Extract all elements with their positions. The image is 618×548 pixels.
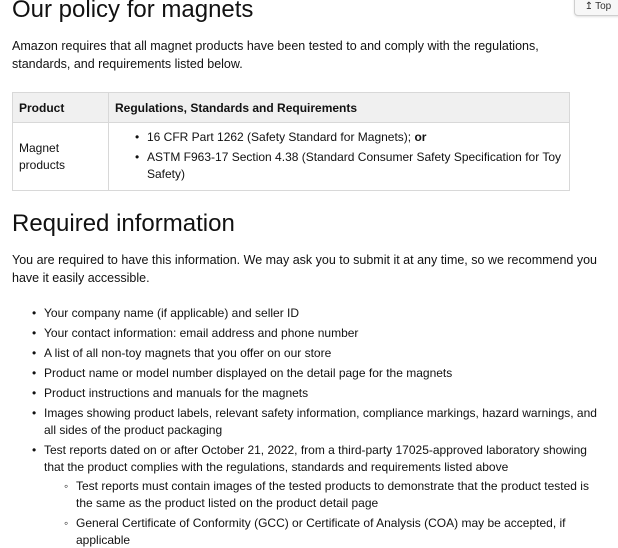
policy-heading: Our policy for magnets xyxy=(12,0,254,23)
header-product: Product xyxy=(13,93,109,123)
requirements-list xyxy=(115,129,563,183)
list-item: • Images showing product labels, relevant safety information, compliance markings, hazard warnings, and all sides of the product packaging xyxy=(44,405,604,439)
policy-intro: Amazon requires that all magnet products have been tested to and comply with the regulations, standards, and requirements listed below. xyxy=(12,39,539,71)
requirement-item: • ASTM F963-17 Section 4.38 (Standard Consumer Safety Specification for Toy Safety) xyxy=(147,149,563,183)
list-item: • Your contact information: email address and phone number xyxy=(44,325,604,342)
arrow-up-icon: ↥ xyxy=(584,1,594,12)
required-info-heading: Required information xyxy=(12,210,235,237)
requirement-item: • 16 CFR Part 1262 (Safety Standard for Magnets); or xyxy=(147,129,563,146)
sub-list-item: ◦ General Certificate of Conformity (GCC) or Certificate of Analysis (COA) may be accepted, if applicable xyxy=(76,515,604,548)
list-item: • Product name or model number displayed on the detail page for the magnets xyxy=(44,365,604,382)
test-reports-sublist xyxy=(44,478,604,548)
required-info-intro: You are required to have this information. We may ask you to submit it at any time, so we recommend you have it easily accessible. xyxy=(12,253,598,285)
top-button-label: Top xyxy=(595,1,612,12)
required-info-list xyxy=(12,305,604,548)
list-item: • Your company name (if applicable) and seller ID xyxy=(44,305,604,322)
header-regulations: Regulations, Standards and Requirements xyxy=(109,93,570,123)
list-item-test-reports: • Test reports dated on or after October 21, 2022, from a third-party 17025-approved laboratory showing that the product complies with the regulations, standards and requirements listed above ◦ Test reports must contain images of the tested products to demonstrate that the product tested is the same as the product listed on the product detail page ◦ General Certificate of Conformity (GCC) or Certificate of Analysis (COA) may be accepted, if applicable xyxy=(44,442,604,548)
policy-table xyxy=(12,92,570,191)
list-item: • A list of all non-toy magnets that you offer on our store xyxy=(44,345,604,362)
product-cell: Magnet products xyxy=(13,123,109,191)
back-to-top-button[interactable] xyxy=(574,0,618,16)
list-item: • Product instructions and manuals for the magnets xyxy=(44,385,604,402)
sub-list-item: ◦ Test reports must contain images of the tested products to demonstrate that the product tested is the same as the product listed on the product detail page xyxy=(76,478,604,512)
requirements-cell xyxy=(109,123,570,191)
table-row xyxy=(13,123,570,191)
table-header-row xyxy=(13,93,570,123)
